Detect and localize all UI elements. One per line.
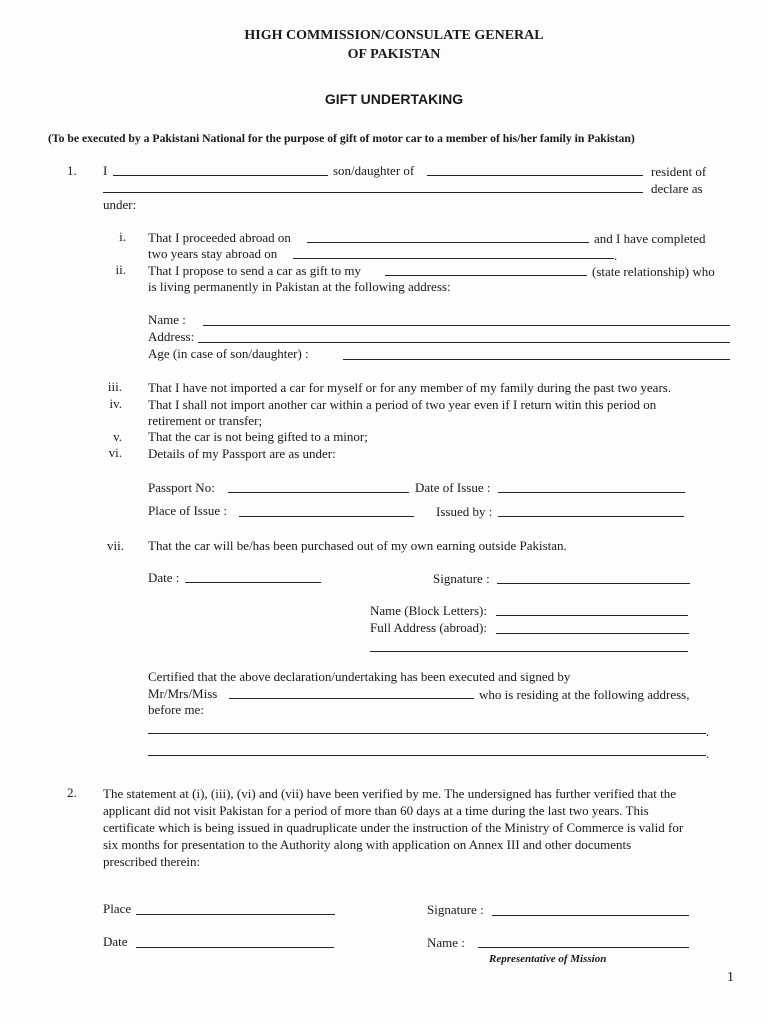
- recipient-address-label: Address:: [148, 329, 195, 344]
- passport-no-label: Passport No:: [148, 480, 215, 495]
- item-i-number: i.: [119, 229, 126, 244]
- representative-caption: Representative of Mission: [489, 953, 607, 965]
- mission-name-label: Name :: [427, 935, 465, 950]
- item-vii-text: That the car will be/has been purchased out of my own earning outside Pakistan.: [148, 538, 567, 553]
- header-line-2: OF PAKISTAN: [347, 47, 441, 62]
- issued-by-label: Issued by :: [436, 504, 493, 519]
- certified-person-field[interactable]: [229, 698, 474, 699]
- full-address-label: Full Address (abroad):: [370, 620, 487, 635]
- recipient-name-field[interactable]: [203, 325, 730, 326]
- issued-by-field[interactable]: [498, 516, 684, 517]
- passport-no-field[interactable]: [228, 492, 409, 493]
- certified-address-dot-2: .: [706, 746, 710, 761]
- two-years-date-field[interactable]: [293, 258, 614, 259]
- certification-text-b: Mr/Mrs/Miss: [148, 686, 218, 701]
- recipient-age-field[interactable]: [343, 359, 730, 360]
- certified-address-dot-1: .: [706, 724, 710, 739]
- place-of-issue-field[interactable]: [239, 516, 414, 517]
- place-field[interactable]: [136, 914, 335, 915]
- date-label: Date :: [148, 570, 180, 585]
- section-1-number: 1.: [67, 163, 77, 178]
- item-iii-text: That I have not imported a car for myself or for any member of my family during the past two years.: [148, 380, 672, 395]
- under-label: under:: [103, 197, 137, 212]
- certification-text-d: before me:: [148, 702, 204, 717]
- item-ii-text-a: That I propose to send a car as gift to my: [148, 263, 361, 278]
- item-i-text-a: That I proceeded abroad on: [148, 230, 291, 245]
- proceeded-abroad-date-field[interactable]: [307, 242, 589, 243]
- item-iv-text-a: That I shall not import another car within a period of two year even if I return witin this period on: [148, 397, 657, 412]
- item-iv-number: iv.: [109, 396, 122, 411]
- signature-label: Signature :: [433, 571, 490, 586]
- i-label: I: [103, 163, 108, 178]
- mission-signature-label: Signature :: [427, 902, 484, 917]
- item-v-number: v.: [113, 429, 122, 444]
- page-number: 1: [727, 970, 734, 985]
- item-vi-number: vi.: [108, 445, 122, 460]
- relationship-field[interactable]: [385, 275, 587, 276]
- item-iv-text-b: retirement or transfer;: [148, 413, 263, 428]
- item-i-dot: .: [614, 248, 618, 263]
- declare-as-label: declare as: [651, 181, 703, 196]
- item-i-text-c: two years stay abroad on: [148, 246, 278, 261]
- certification-text-c: who is residing at the following address,: [479, 687, 690, 702]
- item-i-text-b: and I have completed: [594, 231, 706, 246]
- recipient-age-label: Age (in case of son/daughter) :: [148, 346, 309, 361]
- mission-date-label: Date: [103, 934, 128, 949]
- date-of-issue-field[interactable]: [498, 492, 685, 493]
- place-label: Place: [103, 901, 132, 916]
- item-iii-number: iii.: [107, 379, 122, 394]
- parent-name-field[interactable]: [427, 175, 643, 176]
- item-vi-text: Details of my Passport are as under:: [148, 446, 336, 461]
- certified-address-field-2[interactable]: [148, 755, 706, 756]
- mission-name-field[interactable]: [478, 947, 689, 948]
- item-vii-number: vii.: [107, 538, 124, 553]
- son-daughter-label: son/daughter of: [333, 163, 415, 178]
- certified-address-field-1[interactable]: [148, 733, 706, 734]
- recipient-name-label: Name :: [148, 312, 186, 327]
- item-ii-text-b: (state relationship) who: [592, 264, 715, 279]
- date-field[interactable]: [185, 582, 321, 583]
- section-2-number: 2.: [67, 785, 77, 800]
- section-2-line-5: prescribed therein:: [103, 854, 201, 869]
- header-line-1: HIGH COMMISSION/CONSULATE GENERAL: [244, 28, 544, 43]
- signature-field[interactable]: [497, 583, 690, 584]
- section-2-line-1: The statement at (i), (iii), (vi) and (vii) have been verified by me. The undersigned has further verified that the: [103, 786, 676, 801]
- section-2-line-3: certificate which is being issued in quadruplicate under the instruction of the Ministry of Commerce is valid for: [103, 820, 684, 835]
- section-2-line-2: applicant did not visit Pakistan for a period of more than 60 days at a time during the last two years. This: [103, 803, 649, 818]
- name-block-field[interactable]: [496, 615, 688, 616]
- residence-field[interactable]: [103, 192, 643, 193]
- item-ii-number: ii.: [115, 262, 126, 277]
- full-address-field[interactable]: [496, 633, 689, 634]
- item-ii-text-c: is living permanently in Pakistan at the following address:: [148, 279, 451, 294]
- full-address-field-2[interactable]: [370, 651, 688, 652]
- recipient-address-field[interactable]: [198, 342, 730, 343]
- document-subtitle: (To be executed by a Pakistani National for the purpose of gift of motor car to a member of his/her family in Pakistan): [48, 132, 635, 145]
- place-of-issue-label: Place of Issue :: [148, 503, 228, 518]
- applicant-name-field[interactable]: [113, 175, 328, 176]
- certification-text-a: Certified that the above declaration/undertaking has been executed and signed by: [148, 669, 571, 684]
- name-block-label: Name (Block Letters):: [370, 603, 487, 618]
- date-of-issue-label: Date of Issue :: [415, 480, 491, 495]
- mission-date-field[interactable]: [136, 947, 334, 948]
- resident-of-label: resident of: [651, 164, 707, 179]
- document-title: GIFT UNDERTAKING: [324, 91, 464, 107]
- section-2-line-4: six months for presentation to the Authority along with application on Annex III and other documents: [103, 837, 632, 852]
- mission-signature-field[interactable]: [492, 915, 689, 916]
- item-v-text: That the car is not being gifted to a minor;: [148, 429, 368, 444]
